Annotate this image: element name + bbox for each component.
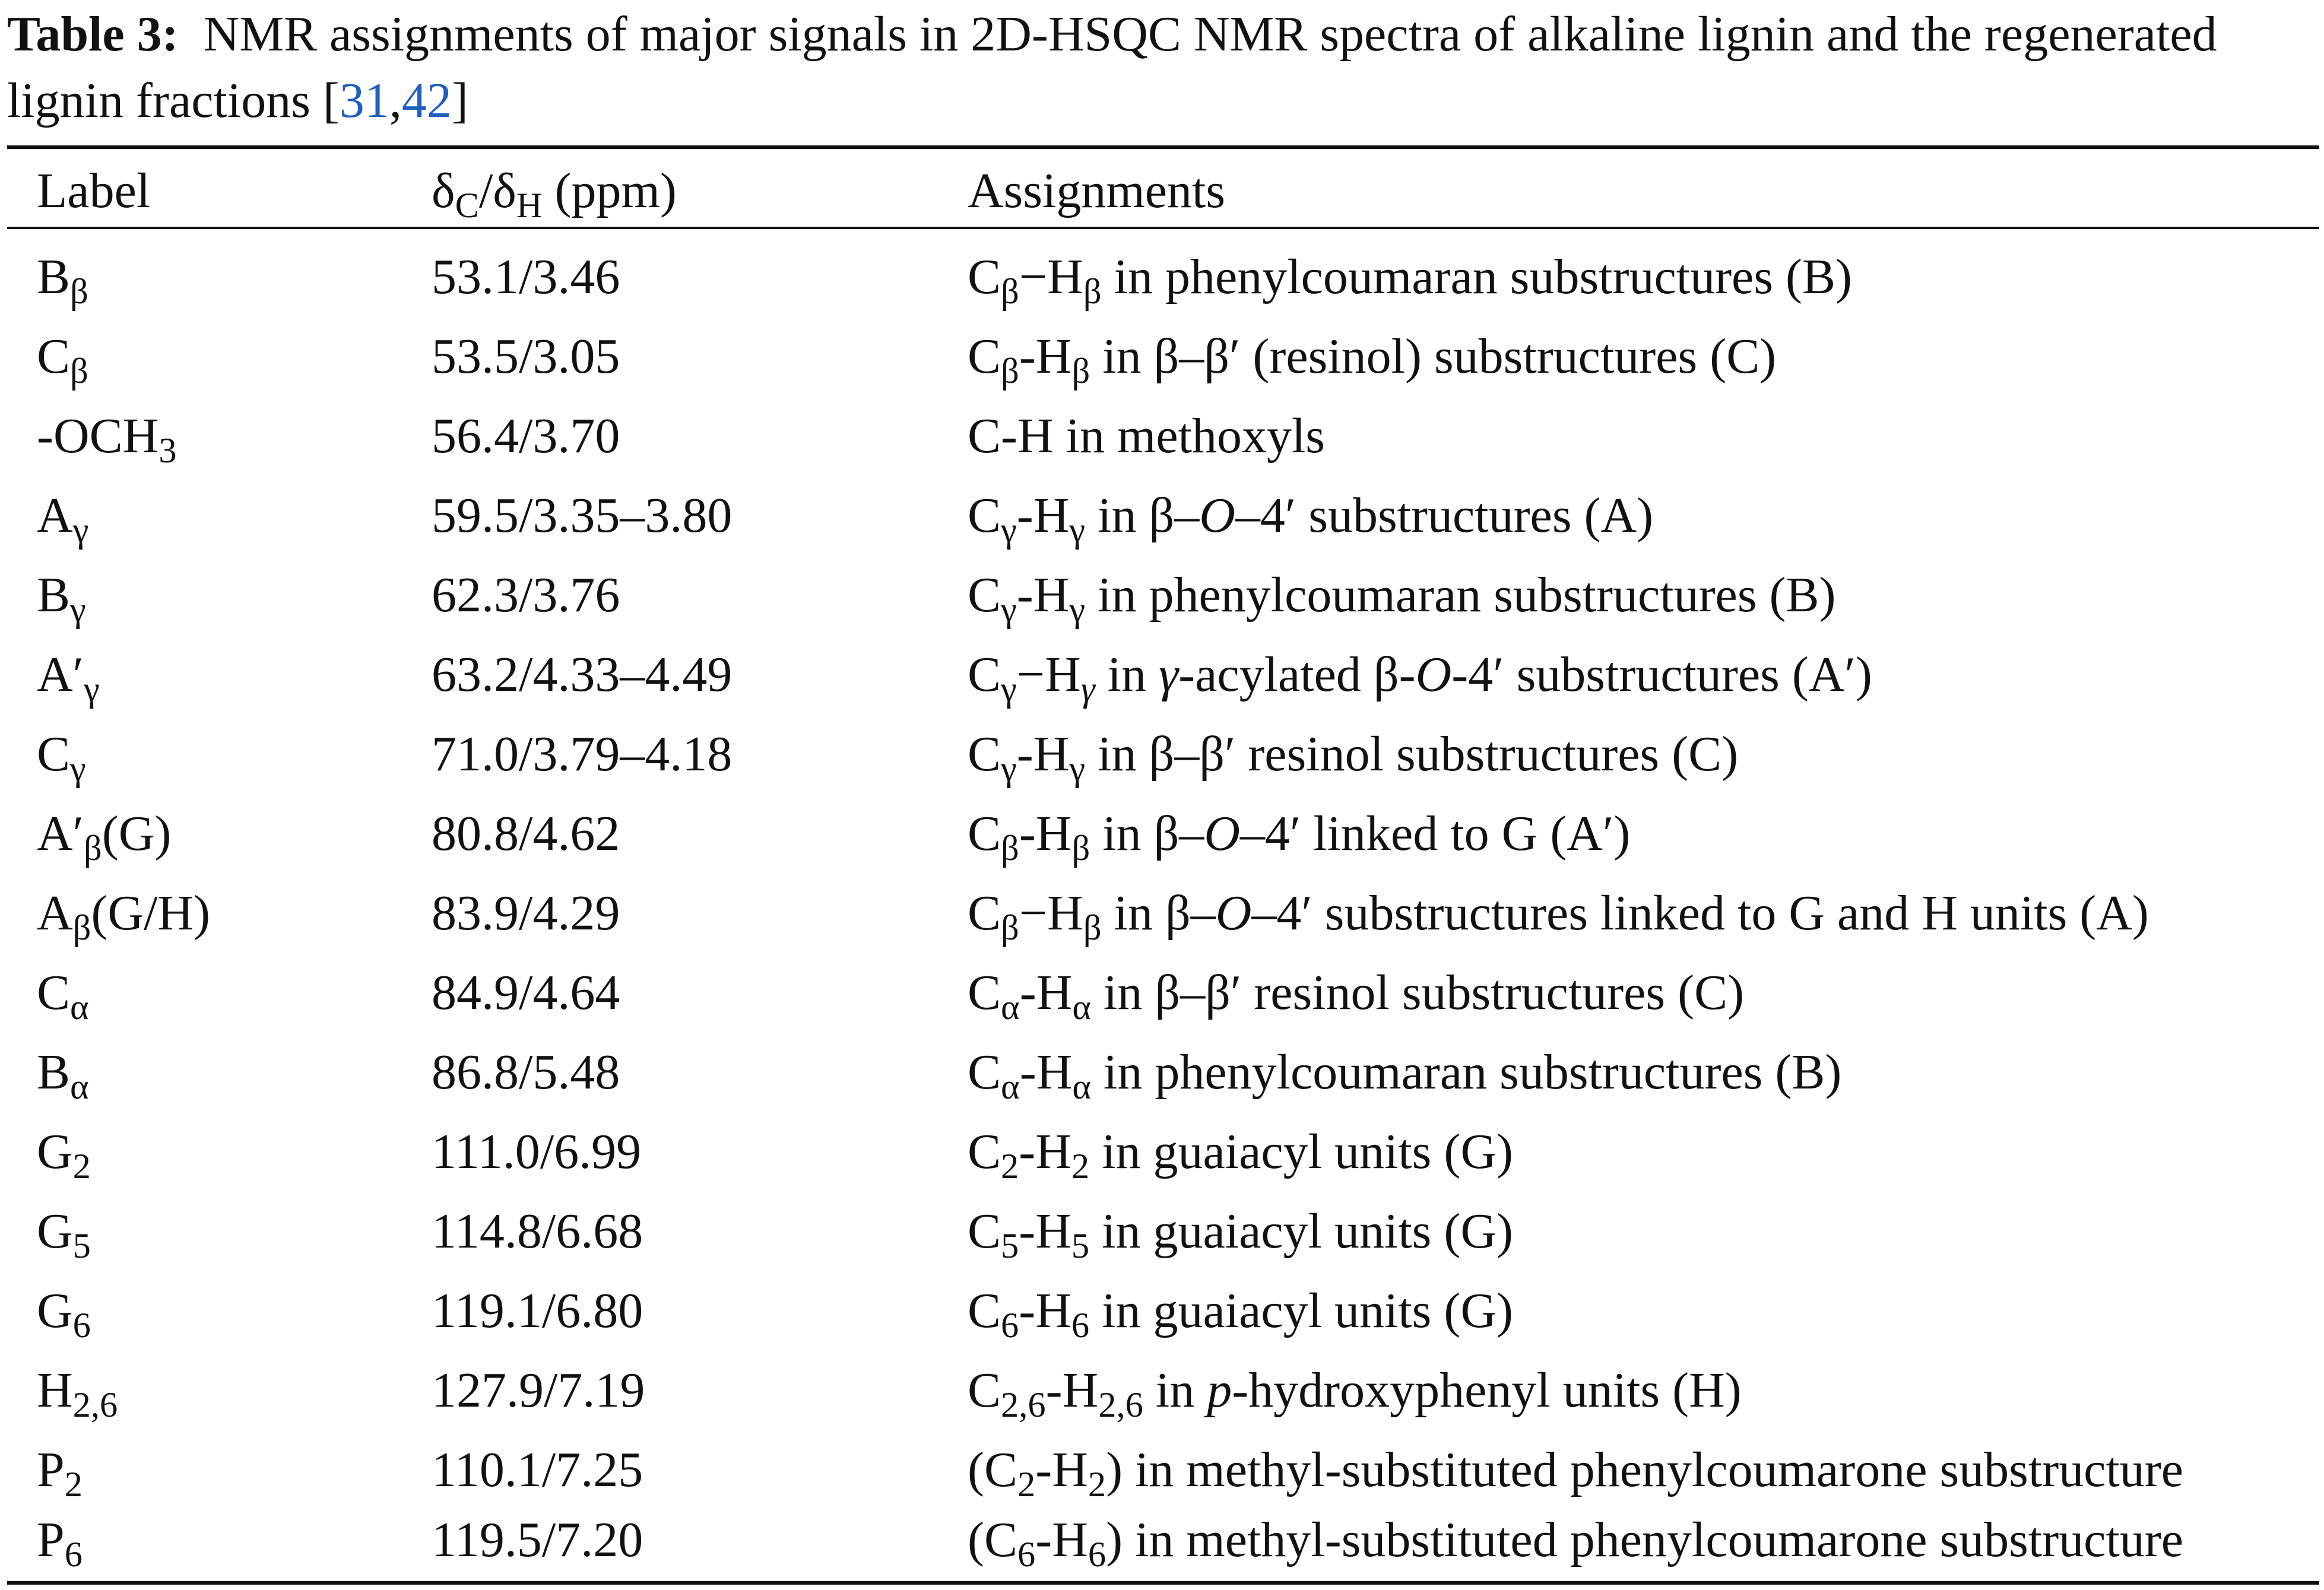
row-shift: 53.1/3.46 bbox=[432, 249, 620, 304]
row-label: $B_\beta$ bbox=[37, 249, 88, 312]
citation-link-42[interactable]: 42 bbox=[401, 73, 452, 128]
table-row bbox=[0, 476, 2324, 556]
row-label: $G_6$ bbox=[37, 1283, 91, 1345]
table-header-rule bbox=[7, 227, 2319, 229]
row-shift: 111.0/6.99 bbox=[432, 1124, 642, 1179]
row-label: $A_\gamma$ bbox=[37, 488, 89, 550]
row-shift: 86.8/5.48 bbox=[432, 1045, 620, 1100]
row-label: $B_\alpha$ bbox=[37, 1045, 89, 1107]
table-row bbox=[0, 874, 2324, 953]
table-row bbox=[0, 1192, 2324, 1271]
row-label: $C_\alpha$ bbox=[37, 965, 89, 1027]
caption-text-line-1: NMR assignments of major signals in 2D-HSQC NMR spectra of alkaline lignin and the regenerated bbox=[203, 7, 2217, 62]
row-assignment: $C_\beta-H_\beta$ in phenylcoumaran substructures (B) bbox=[968, 249, 1852, 312]
table-row bbox=[0, 1500, 2324, 1580]
row-label: $G_5$ bbox=[37, 1204, 91, 1266]
row-assignment: $C_6-H_6$ in guaiacyl units (G) bbox=[968, 1283, 1513, 1345]
caption-label: Table 3: bbox=[7, 7, 179, 62]
row-shift: 127.9/7.19 bbox=[432, 1363, 645, 1418]
row-label: $H_{2,6}$ bbox=[37, 1363, 118, 1425]
table-row bbox=[0, 1112, 2324, 1192]
table-row bbox=[0, 1351, 2324, 1430]
row-label: $G_2$ bbox=[37, 1124, 91, 1186]
row-assignment: $C_{2,6}-H_{2,6}$ in p-hydroxyphenyl units (H) bbox=[968, 1363, 1742, 1425]
row-assignment: $C_2-H_2$ in guaiacyl units (G) bbox=[968, 1124, 1513, 1186]
row-shift: 110.1/7.25 bbox=[432, 1442, 643, 1497]
table-row bbox=[0, 635, 2324, 715]
table-row bbox=[0, 953, 2324, 1033]
row-label: $B_\gamma$ bbox=[37, 567, 86, 630]
row-shift: 80.8/4.62 bbox=[432, 806, 620, 861]
row-assignment: C-H in methoxyls bbox=[968, 408, 1325, 464]
row-label: $P_2$ bbox=[37, 1442, 83, 1505]
table-bottom-rule bbox=[7, 1581, 2319, 1585]
row-label: $P_6$ bbox=[37, 1512, 83, 1575]
caption-text-end: ] bbox=[451, 73, 468, 128]
row-assignment: $C_\beta-H_\beta$ in β–O–4′ linked to G (A′) bbox=[968, 806, 1631, 868]
row-assignment: $C_\gamma-H_\gamma$ in γ-acylated β-O-4′ substructures (A′) bbox=[968, 647, 1872, 709]
row-assignment: $C_\gamma-H_\gamma$ in phenylcoumaran substructures (B) bbox=[968, 567, 1836, 630]
caption-text-line-2: lignin fractions [ bbox=[7, 73, 340, 128]
table-row bbox=[0, 396, 2324, 476]
row-shift: 71.0/3.79–4.18 bbox=[432, 726, 733, 782]
row-shift: 56.4/3.70 bbox=[432, 408, 620, 464]
row-assignment: $(C_6-H_6)$ in methyl-substituted phenylcoumarone substructure bbox=[968, 1512, 2184, 1575]
table-row bbox=[0, 1033, 2324, 1112]
table-row bbox=[0, 1430, 2324, 1510]
row-assignment: $C_\alpha-H_\alpha$ in phenylcoumaran substructures (B) bbox=[968, 1045, 1842, 1107]
row-assignment: $(C_2-H_2)$ in methyl-substituted phenylcoumarone substructure bbox=[968, 1442, 2184, 1505]
row-assignment: $C_\beta-H_\beta$ in β–β′ (resinol) substructures (C) bbox=[968, 329, 1777, 391]
row-shift: 59.5/3.35–3.80 bbox=[432, 488, 733, 543]
row-shift: 114.8/6.68 bbox=[432, 1204, 643, 1259]
header-shift: $\delta_C/\delta_H$ (ppm) bbox=[432, 163, 677, 226]
row-assignment: $C_\alpha-H_\alpha$ in β–β′ resinol substructures (C) bbox=[968, 965, 1745, 1027]
row-label: $C_\gamma$ bbox=[37, 726, 86, 789]
row-label: $A'_\beta(G)$ bbox=[37, 806, 172, 868]
table-row bbox=[0, 1271, 2324, 1351]
row-shift: 83.9/4.29 bbox=[432, 886, 620, 941]
caption-line-2 bbox=[7, 68, 2319, 134]
table-header-row bbox=[0, 155, 2324, 227]
row-assignment: $C_\beta-H_\beta$ in β–O–4′ substructures linked to G and H units (A) bbox=[968, 886, 2149, 948]
row-assignment: $C_\gamma-H_\gamma$ in β–O–4′ substructures (A) bbox=[968, 488, 1654, 550]
header-label: Label bbox=[37, 163, 151, 218]
row-shift: 63.2/4.33–4.49 bbox=[432, 647, 733, 702]
header-assignment: Assignments bbox=[968, 163, 1226, 218]
row-shift: 119.1/6.80 bbox=[432, 1283, 643, 1338]
row-shift: 62.3/3.76 bbox=[432, 567, 620, 623]
caption-line-1 bbox=[7, 1, 2319, 68]
row-assignment: $C_5-H_5$ in guaiacyl units (G) bbox=[968, 1204, 1513, 1266]
row-label: $A'_\gamma$ bbox=[37, 647, 100, 709]
row-assignment: $C_\gamma-H_\gamma$ in β–β′ resinol substructures (C) bbox=[968, 726, 1739, 789]
row-shift: 84.9/4.64 bbox=[432, 965, 620, 1020]
citation-separator: , bbox=[389, 73, 402, 128]
table-row bbox=[0, 317, 2324, 396]
row-shift: 53.5/3.05 bbox=[432, 329, 620, 384]
row-shift: 119.5/7.20 bbox=[432, 1512, 643, 1567]
citation-link-31[interactable]: 31 bbox=[339, 73, 389, 128]
table-row bbox=[0, 794, 2324, 874]
table-top-rule bbox=[7, 145, 2319, 149]
row-label: $C_\beta$ bbox=[37, 329, 88, 391]
table-row bbox=[0, 556, 2324, 635]
row-label: $A_\beta(G/H)$ bbox=[37, 886, 211, 948]
table-row bbox=[0, 715, 2324, 794]
table-row bbox=[0, 237, 2324, 317]
table-caption bbox=[7, 1, 2319, 134]
row-label: $-OCH_3$ bbox=[37, 408, 177, 471]
